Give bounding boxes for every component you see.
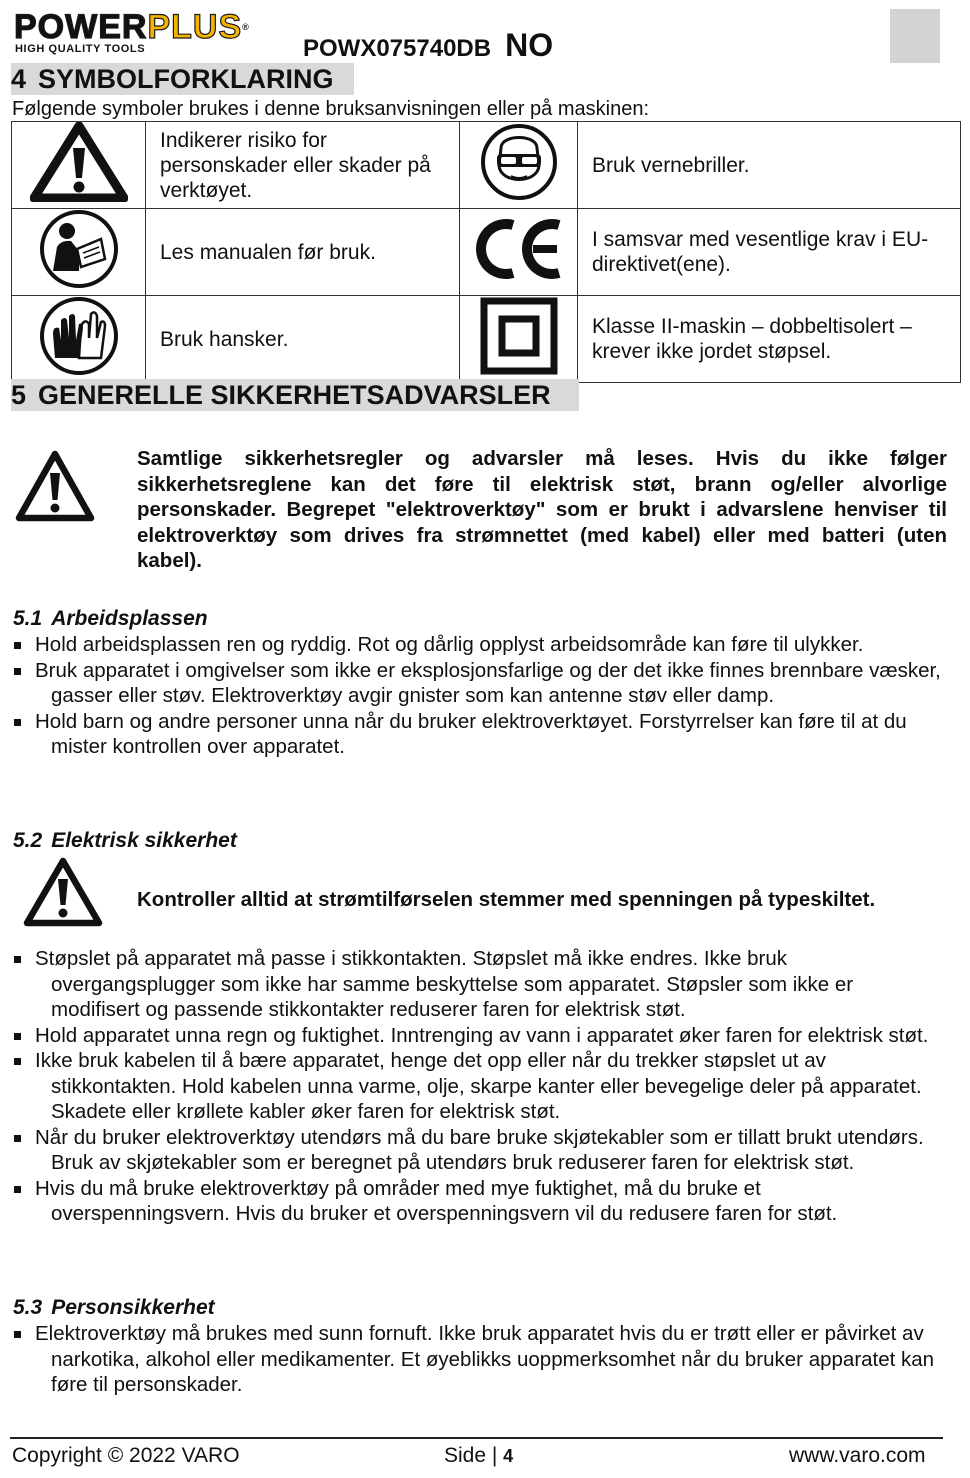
symbol-row [12,122,961,209]
brand-wordmark [14,10,250,44]
class-ii-double-insulation-icon [480,297,558,375]
symbol-description: Les manualen før bruk. [146,209,460,296]
corner-marker [890,9,940,63]
list-item [13,632,943,658]
model-number: POWX075740DB [303,35,492,62]
subsection-5-1-heading [13,606,208,632]
list-item [13,709,943,760]
footer-divider [10,1437,943,1439]
list-item [13,1048,943,1125]
symbol-description: Klasse II-maskin – dobbeltisolert – krever ikke jordet støpsel. [578,296,961,383]
section-4-heading [11,63,354,95]
section-4-intro: Følgende symboler brukes i denne bruksanvisningen eller på maskinen: [12,98,650,120]
list-item [13,658,943,709]
brand-tagline: HIGH QUALITY TOOLS [15,43,146,55]
symbol-row [12,209,961,296]
list-item [13,946,943,1023]
ce-mark-icon [473,217,565,281]
list-item-text: Støpslet på apparatet må passe i stikkontakten. Støpslet må ikke endres. Ikke bruk overgangsplugger som ikke har samme beskyttelse som apparatet. Støpsler som ikke er modifisert og passende stikkontakter reduserer faren for elektrisk støt. [35,947,854,1021]
powerplus-logo [14,10,290,58]
symbol-cell [460,122,578,209]
symbol-cell [460,296,578,383]
symbol-description: I samsvar med vesentlige krav i EU-direktivet(ene). [578,209,961,296]
symbol-cell [12,122,146,209]
section-5-title: GENERELLE SIKKERHETSADVARSLER [38,380,551,410]
model-heading [303,29,553,65]
symbol-cell [460,209,578,296]
list-item [13,1125,943,1176]
subsection-5-2-heading [13,828,237,854]
symbol-description: Indikerer risiko for personskader eller skader på verktøyet. [146,122,460,209]
symbol-row [12,296,961,383]
symbol-description: Bruk hansker. [146,296,460,383]
list-item-text: Hold apparatet unna regn og fuktighet. Inntrenging av vann i apparatet øker faren for elektrisk støt. [35,1023,929,1047]
section-5-heading [11,379,579,411]
section-4-number: 4 [11,64,27,94]
list-item-text: Bruk apparatet i omgivelser som ikke er eksplosjonsfarlige og der det ikke finnes brennbare væsker, gasser eller støv. Elektroverktøy avgir gnister som kan antenne støv eller damp. [35,658,941,707]
list-item-text: Når du bruker elektroverktøy utendørs må du bare bruke skjøtekabler som er tillatt brukt utendørs. Bruk av skjøtekabler som er beregnet på utendørs bruk reduserer faren for elektrisk støt. [35,1125,924,1174]
list-item [13,1321,943,1398]
footer-copyright: Copyright © 2022 VARO [12,1444,240,1467]
section-5-number: 5 [11,380,27,410]
list-item-text: Hold barn og andre personer unna når du bruker elektroverktøyet. Forstyrrelser kan føre til at du mister kontrollen over apparatet. [35,709,907,758]
voltage-warning-text: Kontroller alltid at strømtilførselen stemmer med spenningen på typeskiltet. [137,888,876,911]
footer-website: www.varo.com [789,1444,926,1467]
list-item [13,1023,943,1049]
symbol-cell [12,296,146,383]
section-4-title: SYMBOLFORKLARING [38,64,334,94]
gloves-icon [39,296,119,376]
electrical-safety-list [13,946,943,1227]
workplace-rules-list [13,632,943,760]
symbol-description: Bruk vernebriller. [578,122,961,209]
symbol-table [11,121,961,383]
subsection-number: 5.2 [13,829,43,852]
brand-registered-mark: ® [242,22,250,32]
brand-power: POWER [14,8,148,46]
brand-plus: PLUS [147,8,243,46]
subsection-title: Arbeidsplassen [51,607,208,630]
warning-triangle-icon [14,449,96,523]
list-item-text: Ikke bruk kabelen til å bære apparatet, henge det opp eller når du trekker støpslet ut av stikkontakten. Hold kabelen unna varme, olje, skarpe kanter eller bevegelige deler på apparatet. Skadete eller krøllete kabler øker faren for elektrisk støt. [35,1049,922,1123]
symbol-cell [12,209,146,296]
language-code: NO [505,27,554,63]
page-label: Side | [444,1444,498,1467]
personal-safety-list [13,1321,943,1398]
general-warning-text: Samtlige sikkerhetsregler og advarsler må leses. Hvis du ikke følger sikkerhetsreglene kan det føre til elektrisk støt, brann og/eller alvorlige personskader. Begrepet "elektroverktøy" som er brukt i advarslene henviser til elektroverktøy som drives fra strømnettet (med kabel) eller med batteri (uten kabel). [137,447,947,572]
subsection-title: Elektrisk sikkerhet [51,829,237,852]
list-item-text: Hvis du må bruke elektroverktøy på områder med mye fuktighet, må du bruke et overspenningsvern. Hvis du bruker et overspenningsvern vil du redusere faren for støt. [35,1176,838,1225]
subsection-number: 5.1 [13,607,43,630]
safety-goggles-icon [479,122,559,202]
warning-triangle-icon [22,856,104,928]
warning-triangle-icon [30,122,128,202]
footer-page [444,1443,513,1469]
list-item-text: Elektroverktøy må brukes med sunn fornuft. Ikke bruk apparatet hvis du er trøtt eller er påvirket av narkotika, alkohol eller medikamenter. Et øyeblikks uoppmerksomhet når du bruker apparatet kan føre til personskader. [35,1322,935,1396]
page-number: 4 [503,1446,514,1466]
list-item [13,1176,943,1227]
read-manual-icon [39,209,119,289]
subsection-5-3-heading [13,1295,215,1321]
list-item-text: Hold arbeidsplassen ren og ryddig. Rot og dårlig opplyst arbeidsområde kan føre til ulykker. [35,633,864,656]
subsection-title: Personsikkerhet [51,1296,215,1319]
subsection-number: 5.3 [13,1296,43,1319]
